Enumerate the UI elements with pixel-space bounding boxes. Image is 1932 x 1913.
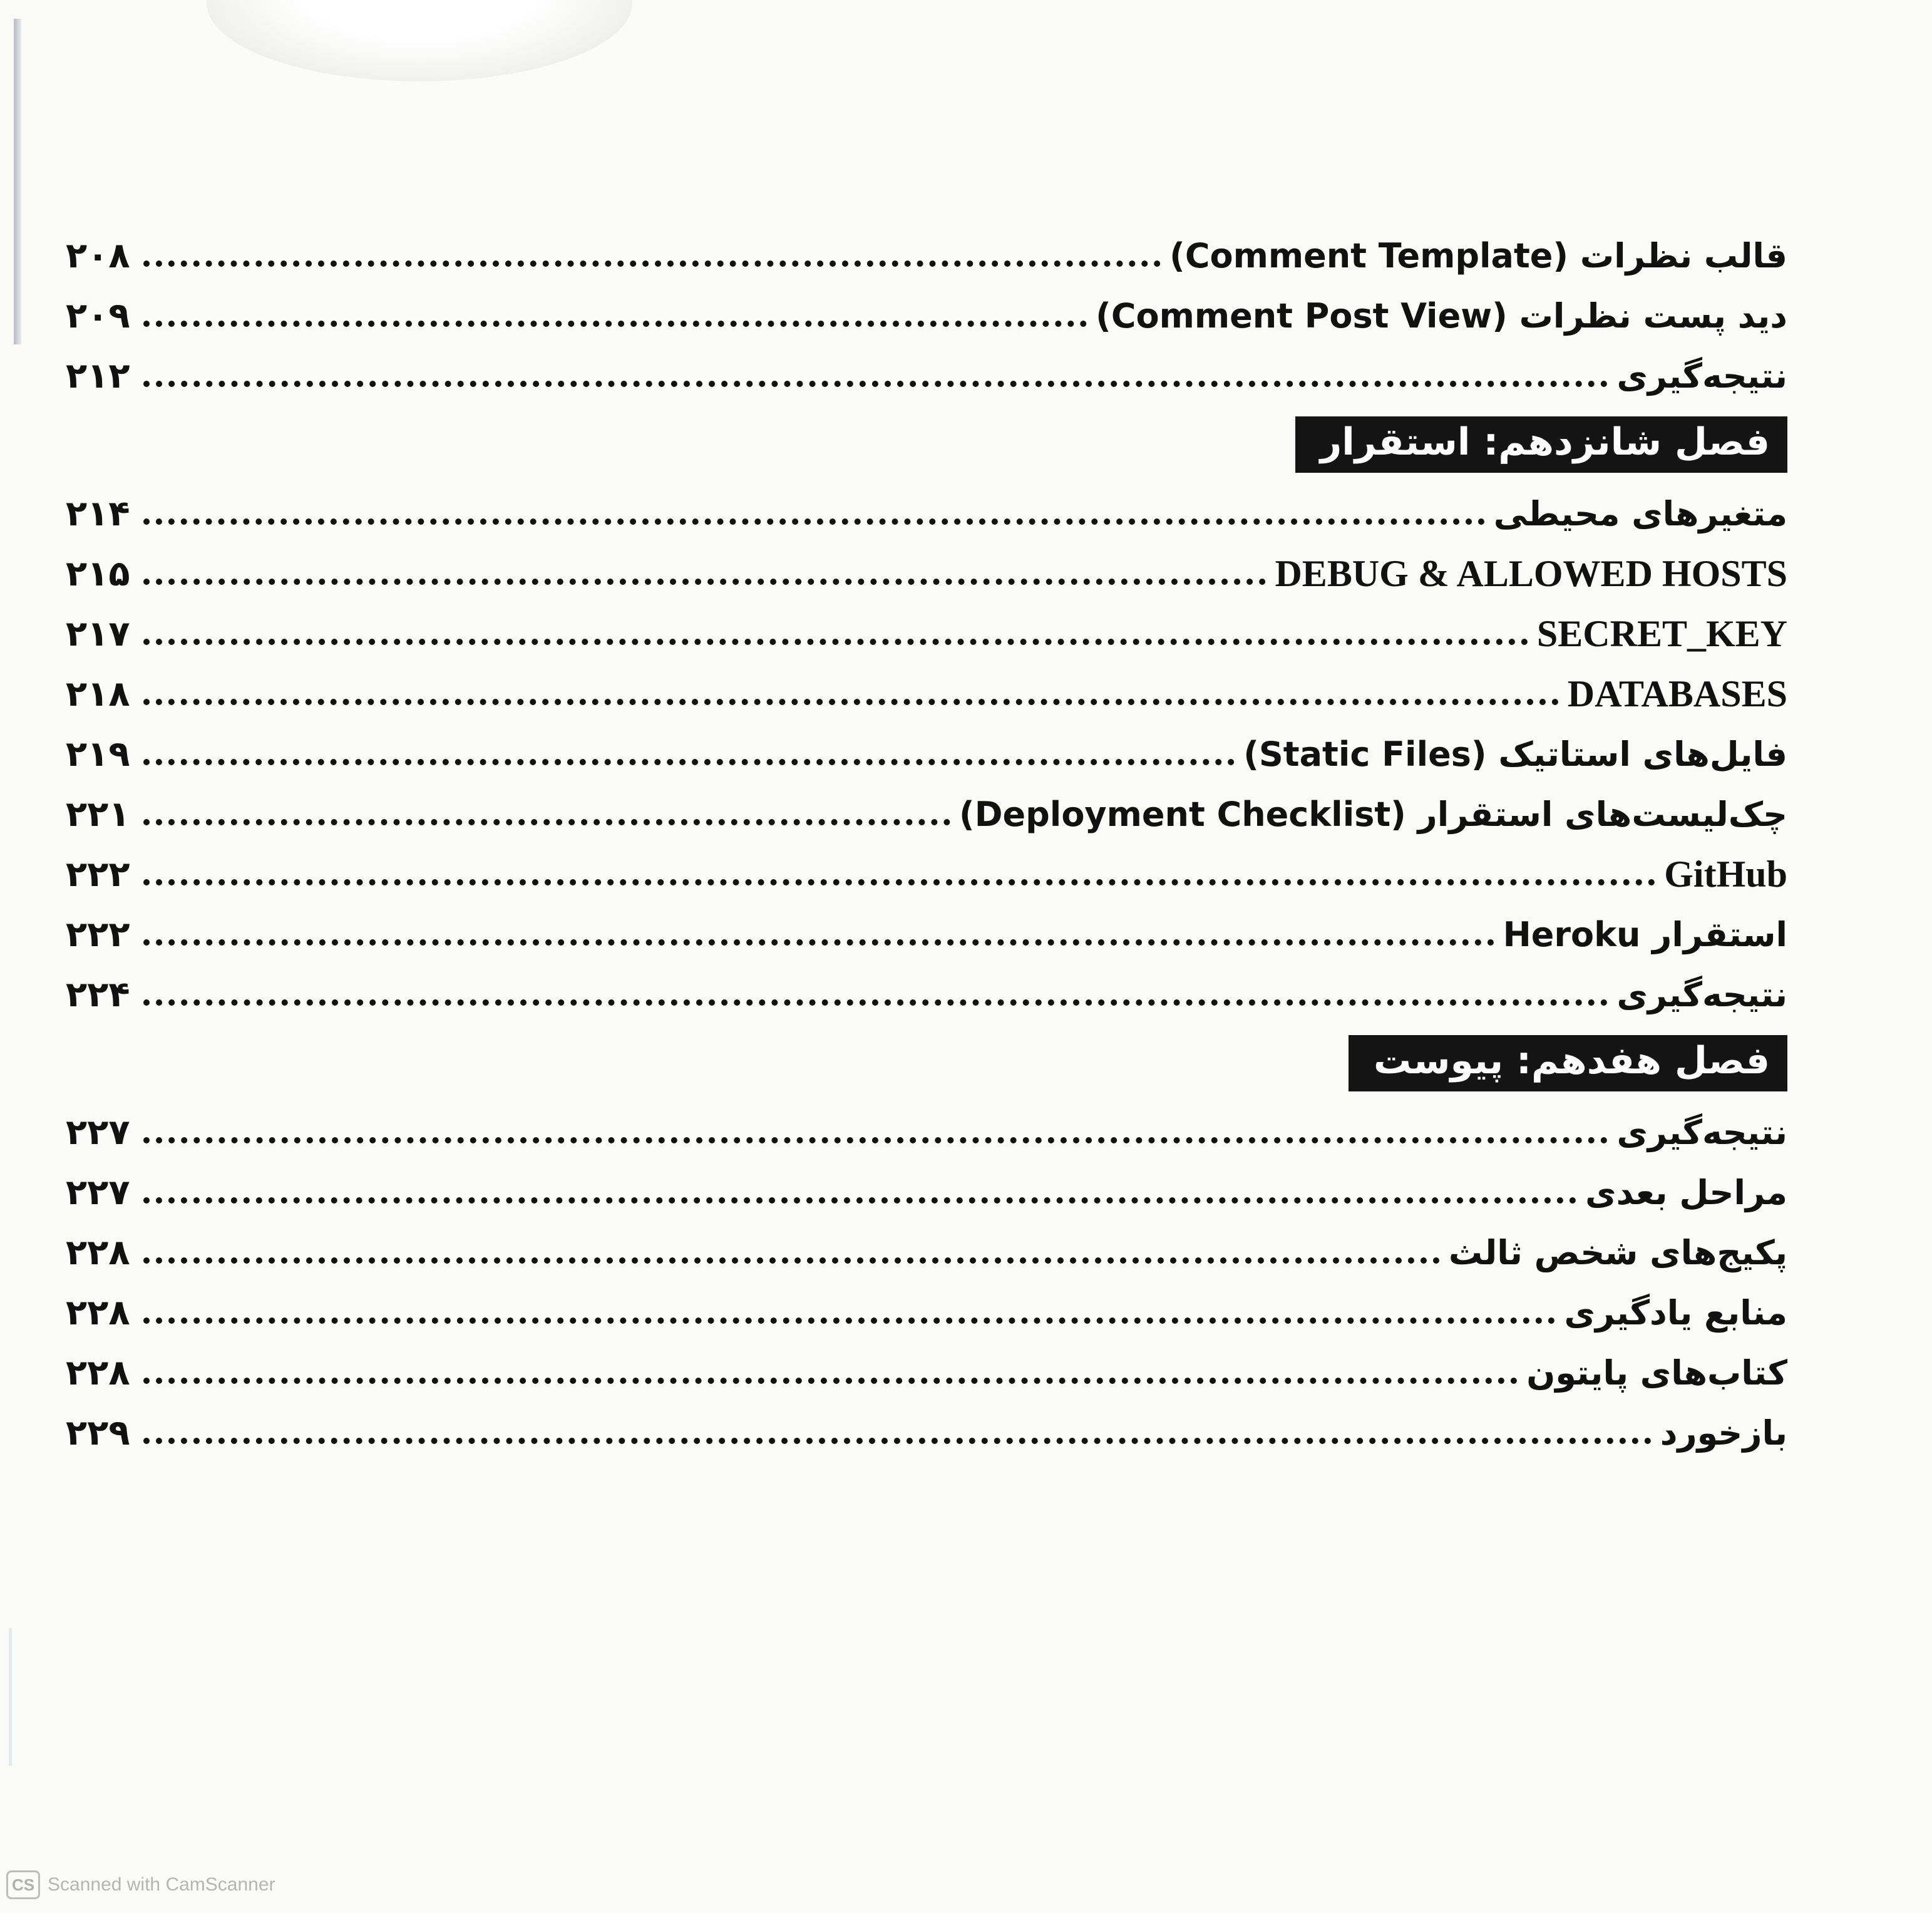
toc-page-number: ۲۲۱ [66, 793, 130, 835]
chapter-heading: فصل هفدهم: پیوست [1349, 1035, 1787, 1091]
toc-entry-title: نتیجه‌گیری [1616, 356, 1787, 396]
toc-entry-title: بازخورد [1660, 1413, 1787, 1453]
toc-page-number: ۲۲۷ [66, 1172, 130, 1213]
chapter-heading: فصل شانزدهم: استقرار [1295, 416, 1787, 473]
toc-row [66, 1222, 1787, 1282]
dot-leader [143, 639, 1528, 645]
dot-leader [143, 381, 1608, 387]
scan-shadow-blob [207, 0, 632, 81]
toc-row [66, 844, 1787, 904]
toc-row [66, 724, 1787, 784]
toc-row [66, 1282, 1787, 1343]
toc-page-number: ۲۱۹ [66, 733, 130, 775]
camscanner-logo-icon: CS [6, 1870, 40, 1899]
toc-page-number: ۲۲۸ [66, 1232, 130, 1273]
toc-row [66, 904, 1787, 964]
dot-leader [143, 819, 950, 825]
toc-row [66, 664, 1787, 724]
dot-leader [143, 321, 1087, 327]
chapter-heading-row [66, 406, 1787, 483]
dot-leader [143, 1438, 1652, 1444]
toc-page-number: ۲۱۵ [66, 553, 130, 594]
dot-leader [143, 1137, 1608, 1143]
toc-page-number: ۲۱۷ [66, 613, 130, 654]
toc-page-number: ۲۱۴ [66, 493, 130, 534]
dot-leader [143, 1317, 1555, 1324]
toc-row [66, 964, 1787, 1024]
dot-leader [143, 579, 1266, 585]
table-of-contents [66, 225, 1787, 1463]
dot-leader [143, 1197, 1576, 1204]
toc-entry-title: منابع یادگیری [1564, 1292, 1787, 1333]
toc-entry-title: مراحل بعدی [1585, 1172, 1787, 1212]
toc-page-number: ۲۲۲ [66, 853, 130, 895]
toc-row [66, 225, 1787, 286]
toc-entry-title: قالب نظرات (Comment Template) [1169, 235, 1787, 276]
dot-leader [143, 939, 1494, 946]
toc-entry-title: پکیج‌های شخص ثالث [1448, 1232, 1787, 1272]
toc-row [66, 604, 1787, 664]
dot-leader [143, 1257, 1440, 1264]
toc-page-number: ۲۲۹ [66, 1412, 130, 1453]
toc-page-number: ۲۲۲ [66, 914, 130, 955]
toc-entry-title: دید پست نظرات (Comment Post View) [1096, 296, 1787, 336]
dot-leader [143, 699, 1559, 705]
scan-left-edge [14, 19, 21, 344]
toc-row [66, 286, 1787, 346]
toc-row [66, 1343, 1787, 1403]
toc-page-number: ۲۲۴ [66, 974, 130, 1015]
toc-row [66, 483, 1787, 544]
toc-entry-title: چک‌لیست‌های استقرار (Deployment Checklist) [959, 794, 1787, 834]
toc-page-number: ۲۲۷ [66, 1111, 130, 1153]
toc-entry-title: GitHub [1664, 853, 1787, 895]
toc-entry-title: فایل‌های استاتیک (Static Files) [1243, 734, 1787, 774]
toc-entry-title: نتیجه‌گیری [1616, 974, 1787, 1014]
toc-entry-title: کتاب‌های پایتون [1526, 1353, 1787, 1393]
toc-row [66, 1403, 1787, 1463]
toc-page-number: ۲۰۹ [66, 295, 130, 336]
chapter-heading-row [66, 1024, 1787, 1102]
toc-row [66, 1102, 1787, 1162]
toc-row [66, 346, 1787, 406]
watermark-text: Scanned with CamScanner [48, 1874, 275, 1895]
toc-row [66, 784, 1787, 844]
toc-entry-title: DATABASES [1567, 673, 1787, 714]
toc-entry-title: SECRET_KEY [1536, 612, 1787, 654]
toc-entry-title: DEBUG & ALLOWED HOSTS [1275, 552, 1787, 594]
toc-entry-title: استقرار Heroku [1503, 914, 1787, 954]
toc-page-number: ۲۱۲ [66, 355, 130, 396]
toc-page-number: ۲۰۸ [66, 235, 130, 276]
dot-leader [143, 879, 1655, 885]
dot-leader [143, 999, 1608, 1006]
dot-leader [143, 759, 1235, 765]
dot-leader [143, 1378, 1518, 1384]
scan-left-edge-lower [9, 1628, 12, 1766]
toc-entry-title: متغیرهای محیطی [1493, 493, 1787, 534]
toc-page-number: ۲۲۸ [66, 1352, 130, 1393]
toc-page-number: ۲۱۸ [66, 673, 130, 714]
camscanner-watermark [6, 1870, 275, 1899]
toc-entry-title: نتیجه‌گیری [1616, 1112, 1787, 1152]
dot-leader [143, 518, 1485, 525]
toc-row [66, 1162, 1787, 1222]
dot-leader [143, 260, 1161, 267]
toc-page-number: ۲۲۸ [66, 1292, 130, 1333]
toc-row [66, 544, 1787, 604]
